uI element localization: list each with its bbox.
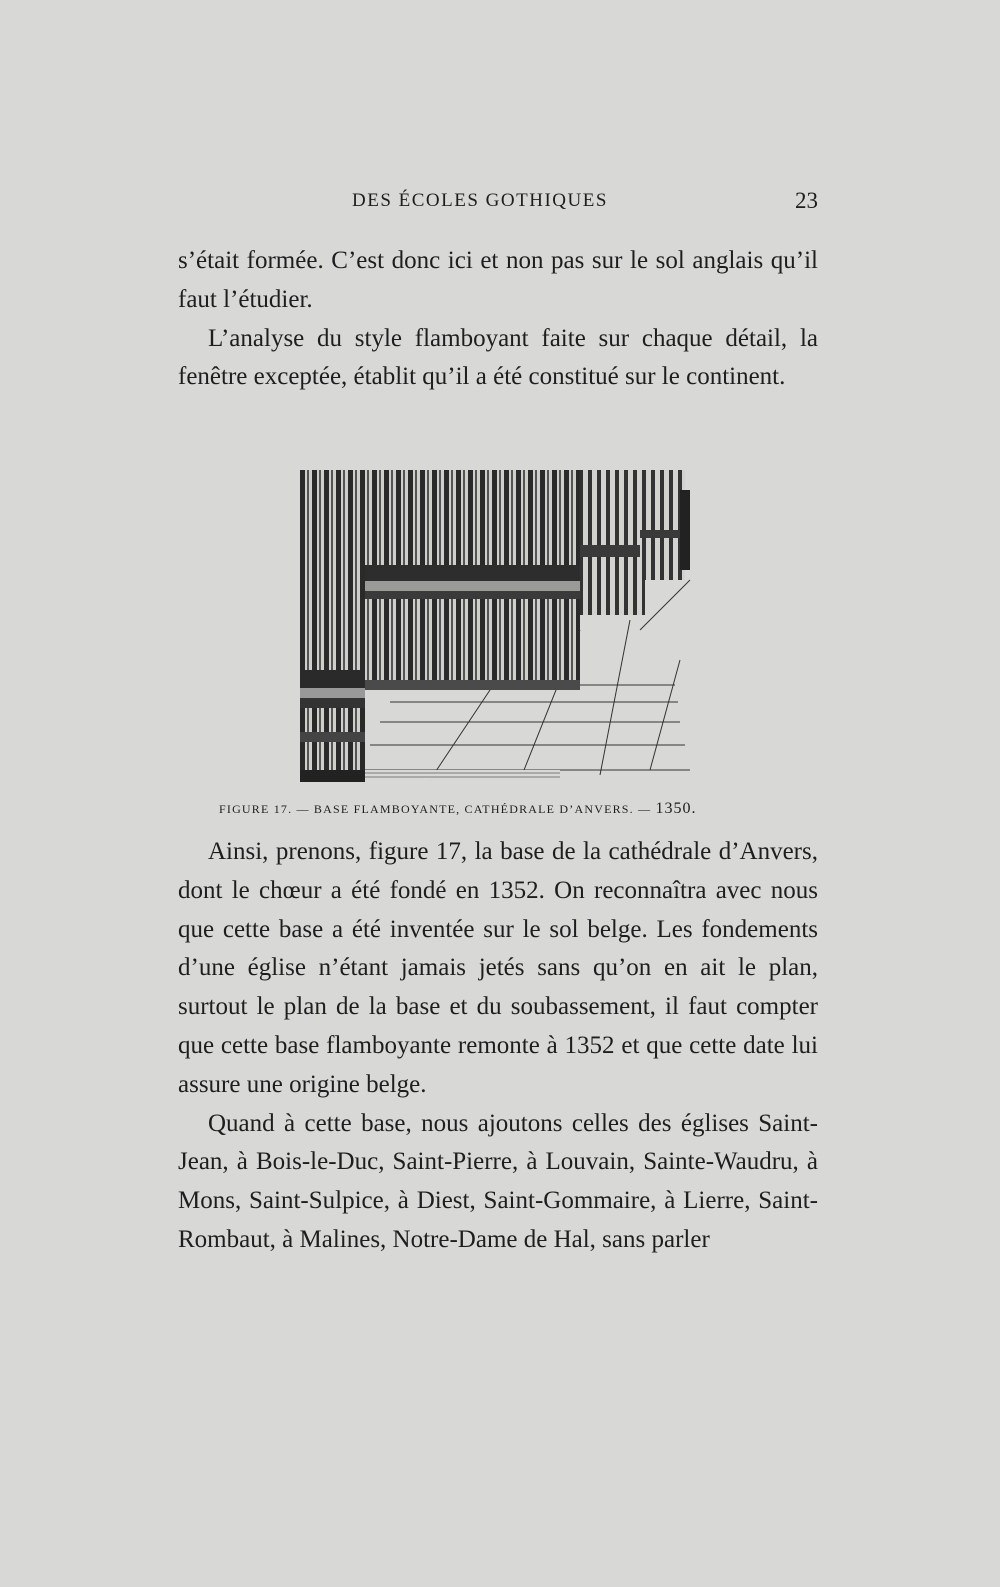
page-header xyxy=(178,190,818,220)
text-block-bottom xyxy=(178,833,818,1260)
caption-date: 1350. xyxy=(655,800,697,817)
running-head: DES ÉCOLES GOTHIQUES xyxy=(352,190,608,211)
figure-caption xyxy=(219,800,789,818)
paragraph: Quand à cette base, nous ajoutons celles des églises Saint-Jean, à Bois-le-Duc, Saint-Pierre, à Louvain, Sainte-Waudru, à Mons, Saint-Sulpice, à Diest, Saint-Gommaire, à Lierre, Saint-Rombaut, à Malines, Notre-Dame de Hal, sans parler xyxy=(178,1109,818,1253)
paragraph: Ainsi, prenons, figure 17, la base de la cathédrale d’Anvers, dont le chœur a été fondé en 1352. On reconnaîtra avec nous que cette base a été inventée sur le sol belge. Les fondements d’une église n’étant jamais jetés sans qu’on en ait le plan, surtout le plan de la base et du soubassement, il faut compter que cette base flamboyante remonte à 1352 et que cette date lui assure une origine belge. xyxy=(178,838,818,1098)
page-number: 23 xyxy=(795,188,818,213)
paragraph: s’était formée. C’est donc ici et non pas sur le sol anglais qu’il faut l’étudier. xyxy=(178,247,818,313)
caption-label: FIGURE 17. — BASE FLAMBOYANTE, CATHÉDRALE D’ANVERS. — xyxy=(219,802,652,816)
text-block-top xyxy=(178,242,818,397)
column-base-engraving xyxy=(300,470,700,792)
paragraph: L’analyse du style flamboyant faite sur chaque détail, la fenêtre exceptée, établit qu’il a été constitué sur le continent. xyxy=(178,324,818,391)
engraving-illustration xyxy=(300,470,700,792)
